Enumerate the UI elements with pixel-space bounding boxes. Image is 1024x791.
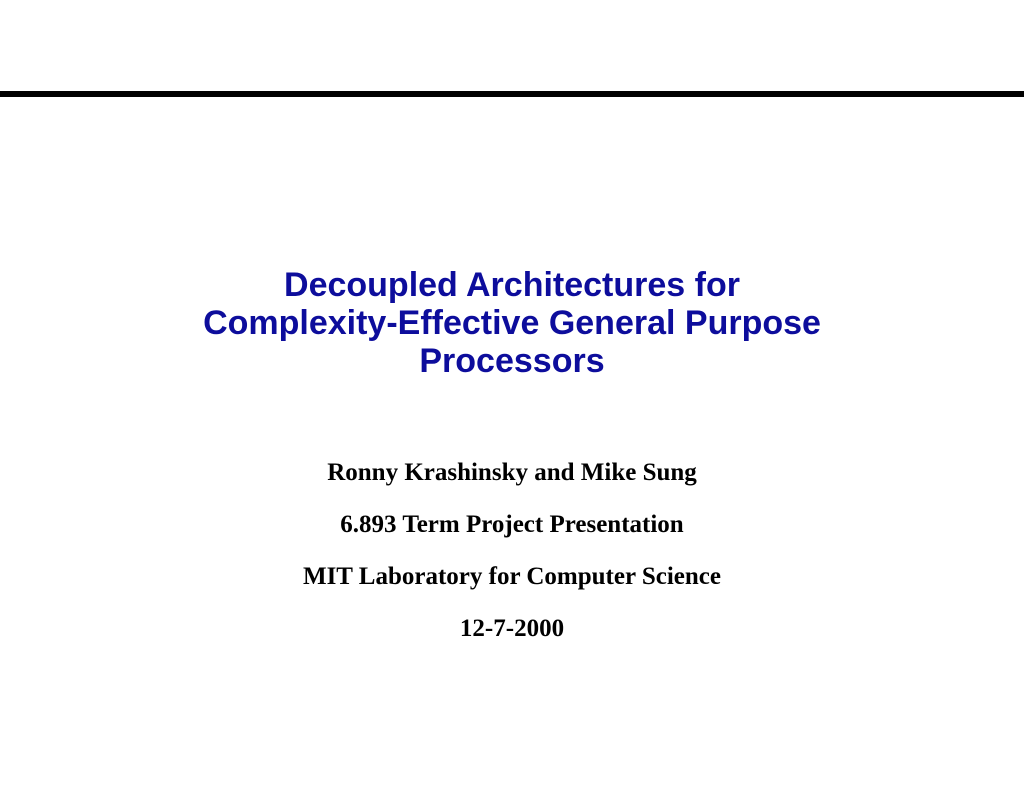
course-line: 6.893 Term Project Presentation <box>340 511 684 538</box>
date-line: 12-7-2000 <box>459 615 565 642</box>
slide-title <box>0 266 1024 380</box>
title-line-3: Processors <box>419 342 605 380</box>
affiliation-line: MIT Laboratory for Computer Science <box>302 563 721 590</box>
authors-line: Ronny Krashinsky and Mike Sung <box>327 459 697 486</box>
title-line-1: Decoupled Architectures for <box>284 266 740 304</box>
title-line-2: Complexity-Effective General Purpose <box>203 304 821 342</box>
top-divider-rule <box>0 91 1024 97</box>
